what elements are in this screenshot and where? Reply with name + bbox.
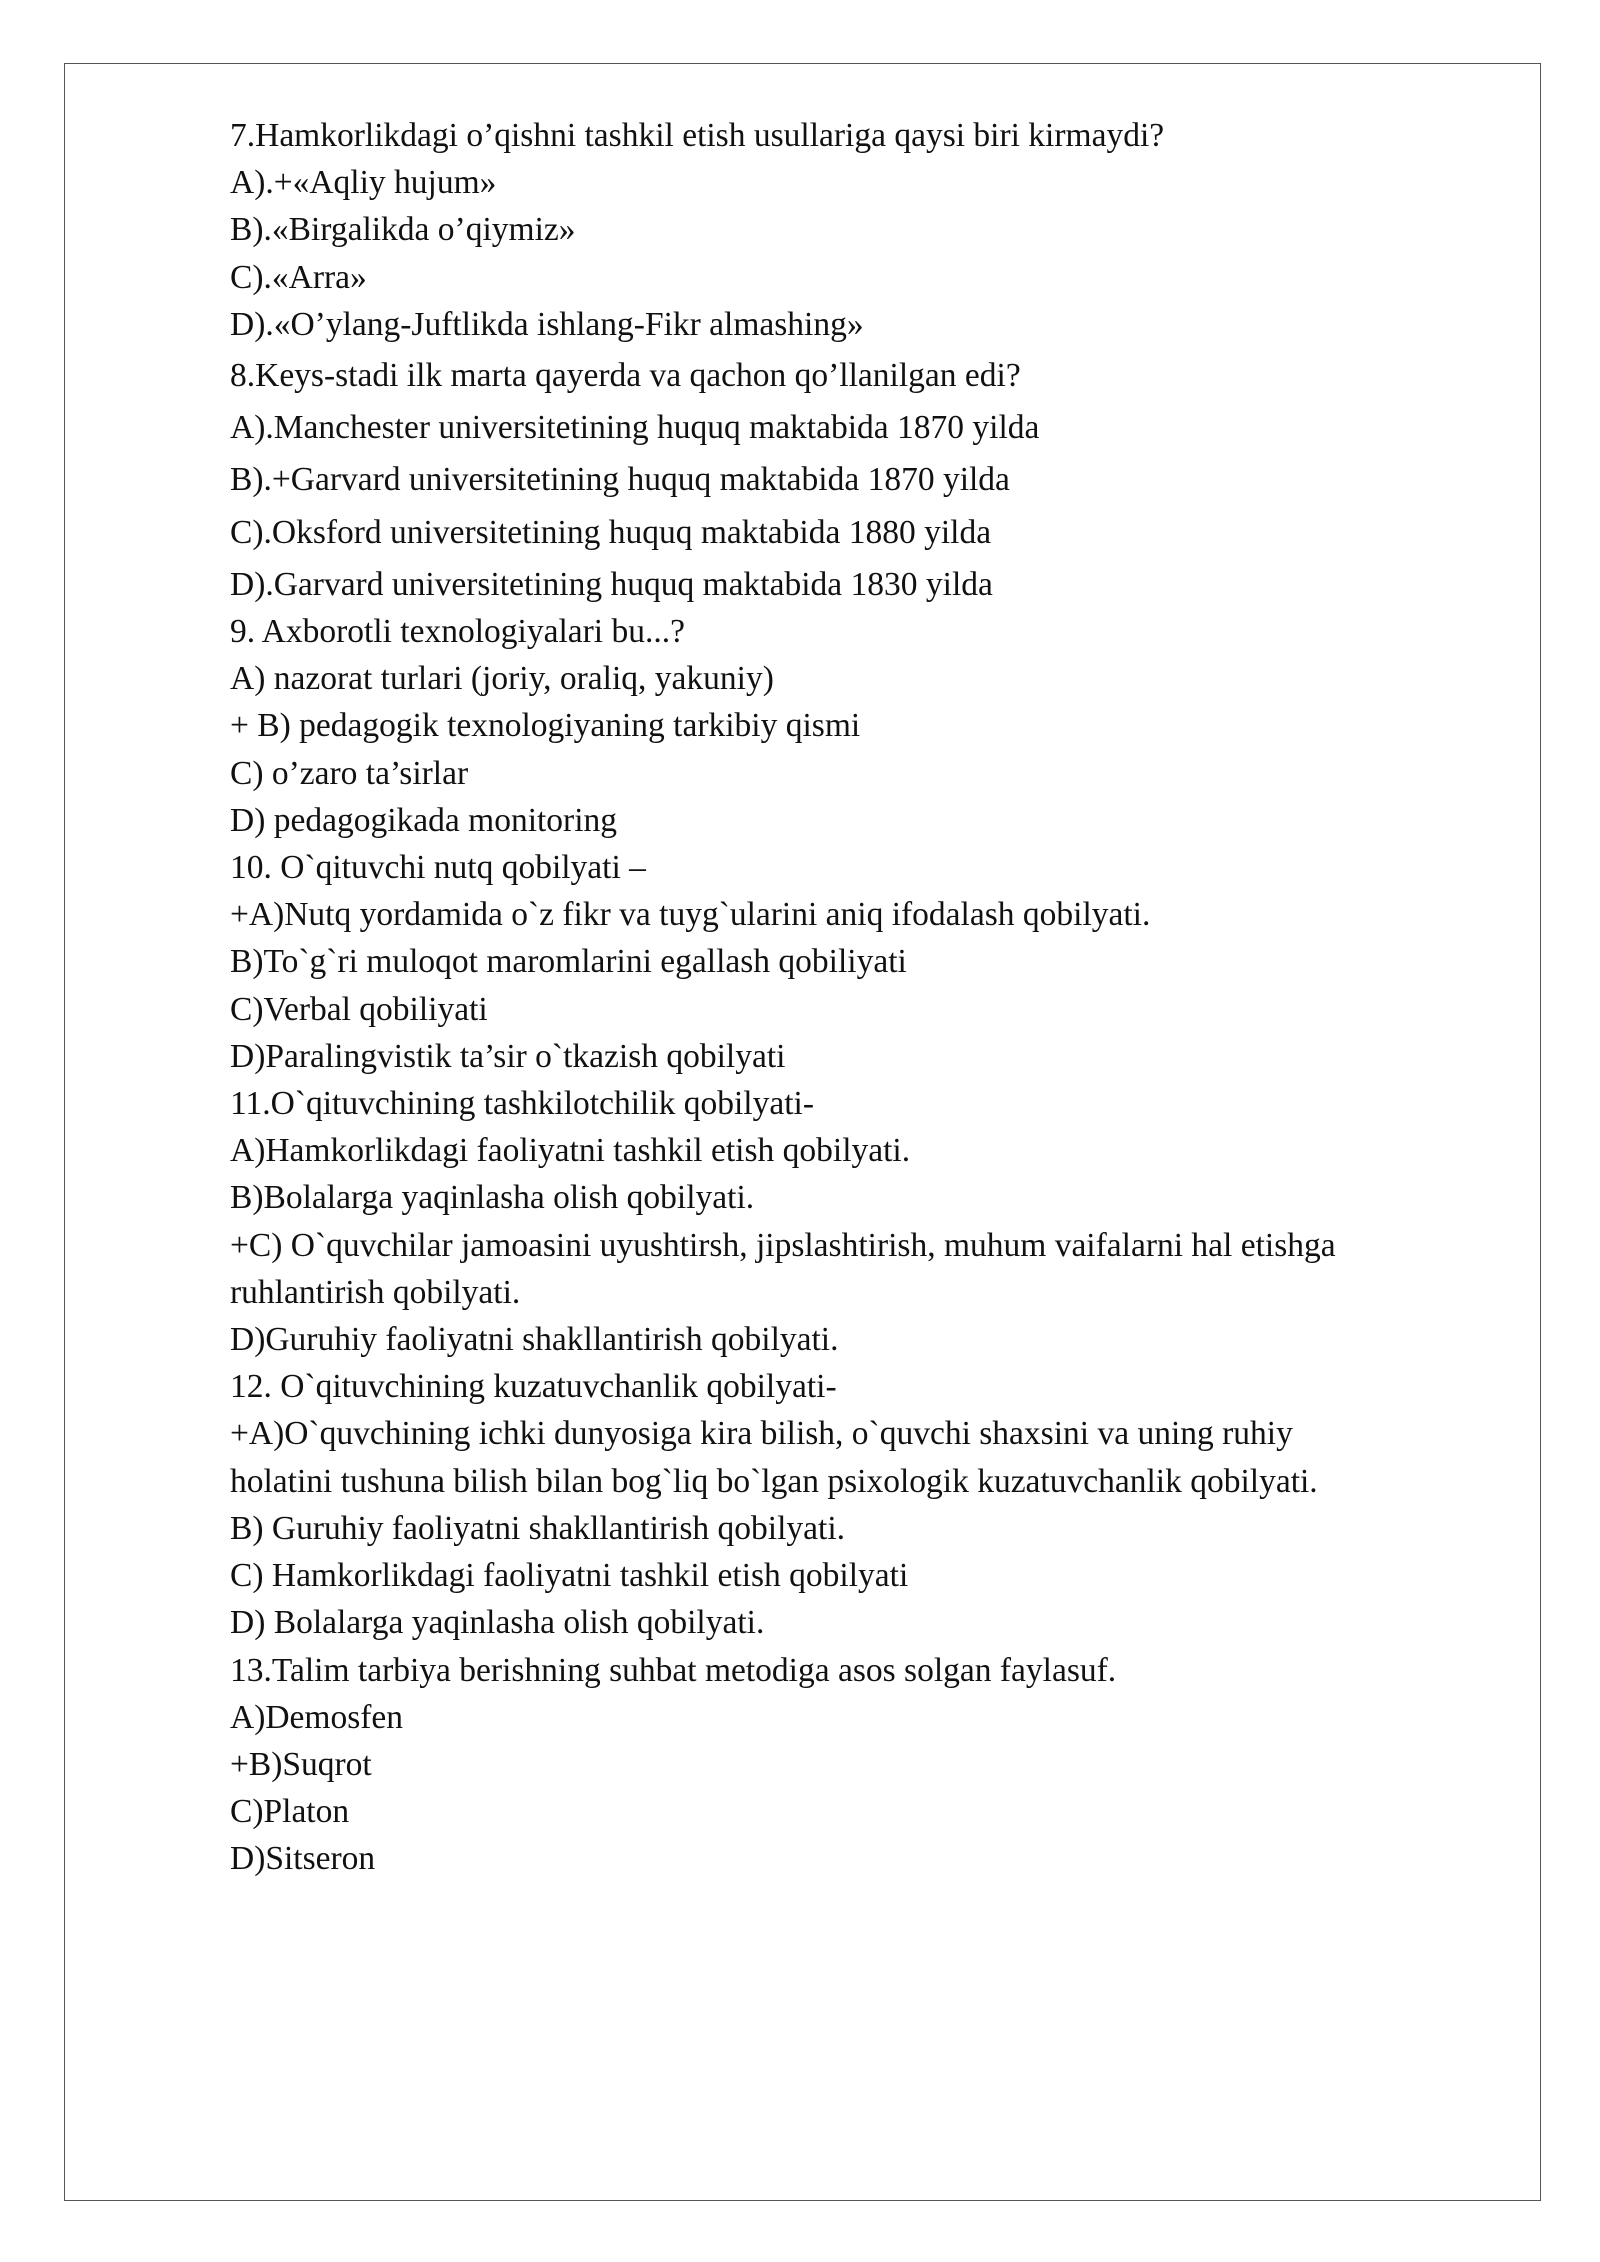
question-12-option-b: B) Guruhiy faoliyatni shakllantirish qobilyati. <box>230 1509 846 1547</box>
question-7-option-b: B).«Birgalikda o’qiymiz» <box>230 211 576 249</box>
question-13-option-b: +B)Suqrot <box>230 1745 372 1783</box>
question-9-option-a: A) nazorat turlari (joriy, oraliq, yakuniy) <box>230 660 774 698</box>
question-8-text: 8.Keys-stadi ilk marta qayerda va qachon qo’llanilgan edi? <box>230 357 1021 395</box>
question-11-option-c-line-1: +C) O`quvchilar jamoasini uyushtirsh, jipslashtirish, muhum vaifalarni hal etishga <box>230 1226 1336 1264</box>
question-9-option-d: D) pedagogikada monitoring <box>230 801 618 839</box>
question-8-option-c: C).Oksford universitetining huquq maktabida 1880 yilda <box>230 513 992 551</box>
question-9-option-b: + B) pedagogik texnologiyaning tarkibiy qismi <box>230 707 861 745</box>
question-13-option-d: D)Sitseron <box>230 1840 376 1878</box>
question-7-option-a: A).+«Aqliy hujum» <box>230 164 497 202</box>
question-10-option-c: C)Verbal qobiliyati <box>230 990 488 1028</box>
question-7-option-c: C).«Arra» <box>230 258 367 296</box>
question-12-option-d: D) Bolalarga yaqinlasha olish qobilyati. <box>230 1604 765 1642</box>
question-9-option-c: C) o’zaro ta’sirlar <box>230 754 469 792</box>
question-12-option-c: C) Hamkorlikdagi faoliyatni tashkil etish qobilyati <box>230 1557 909 1595</box>
question-13-text: 13.Talim tarbiya berishning suhbat metodiga asos solgan faylasuf. <box>230 1651 1117 1689</box>
question-11-option-d: D)Guruhiy faoliyatni shakllantirish qobilyati. <box>230 1321 839 1359</box>
question-13-option-c: C)Platon <box>230 1793 350 1831</box>
question-12-option-a-line-1: +A)O`quvchining ichki dunyosiga kira bilish, o`quvchi shaxsini va uning ruhiy <box>230 1415 1293 1453</box>
question-11-text: 11.O`qituvchining tashkilotchilik qobilyati- <box>230 1085 815 1123</box>
question-8-option-a: A).Manchester universitetining huquq maktabida 1870 yilda <box>230 409 1040 447</box>
question-11-option-a: A)Hamkorlikdagi faoliyatni tashkil etish qobilyati. <box>230 1132 911 1170</box>
question-8-option-d: D).Garvard universitetining huquq maktabida 1830 yilda <box>230 565 993 603</box>
question-11-option-b: B)Bolalarga yaqinlasha olish qobilyati. <box>230 1179 755 1217</box>
question-9-text: 9. Axborotli texnologiyalari bu...? <box>230 613 685 651</box>
question-7-option-d: D).«O’ylang-Juftlikda ishlang-Fikr almashing» <box>230 305 864 343</box>
question-8-option-b: B).+Garvard universitetining huquq maktabida 1870 yilda <box>230 461 1010 499</box>
question-12-text: 12. O`qituvchining kuzatuvchanlik qobilyati- <box>230 1368 837 1406</box>
question-10-text: 10. O`qituvchi nutq qobilyati – <box>230 849 646 887</box>
question-10-option-b: B)To`g`ri muloqot maromlarini egallash qobiliyati <box>230 943 907 981</box>
document-body <box>230 112 1480 1883</box>
question-7-text: 7.Hamkorlikdagi o’qishni tashkil etish usullariga qaysi biri kirmaydi? <box>230 117 1165 154</box>
question-10-option-a: +A)Nutq yordamida o`z fikr va tuyg`ularini aniq ifodalash qobilyati. <box>230 896 1151 934</box>
question-11-option-c-line-2: ruhlantirish qobilyati. <box>230 1273 521 1311</box>
question-12-option-a-line-2: holatini tushuna bilish bilan bog`liq bo`lgan psixologik kuzatuvchanlik qobilyati. <box>230 1462 1318 1500</box>
question-13-option-a: A)Demosfen <box>230 1698 404 1736</box>
question-10-option-d: D)Paralingvistik ta’sir o`tkazish qobilyati <box>230 1037 786 1075</box>
